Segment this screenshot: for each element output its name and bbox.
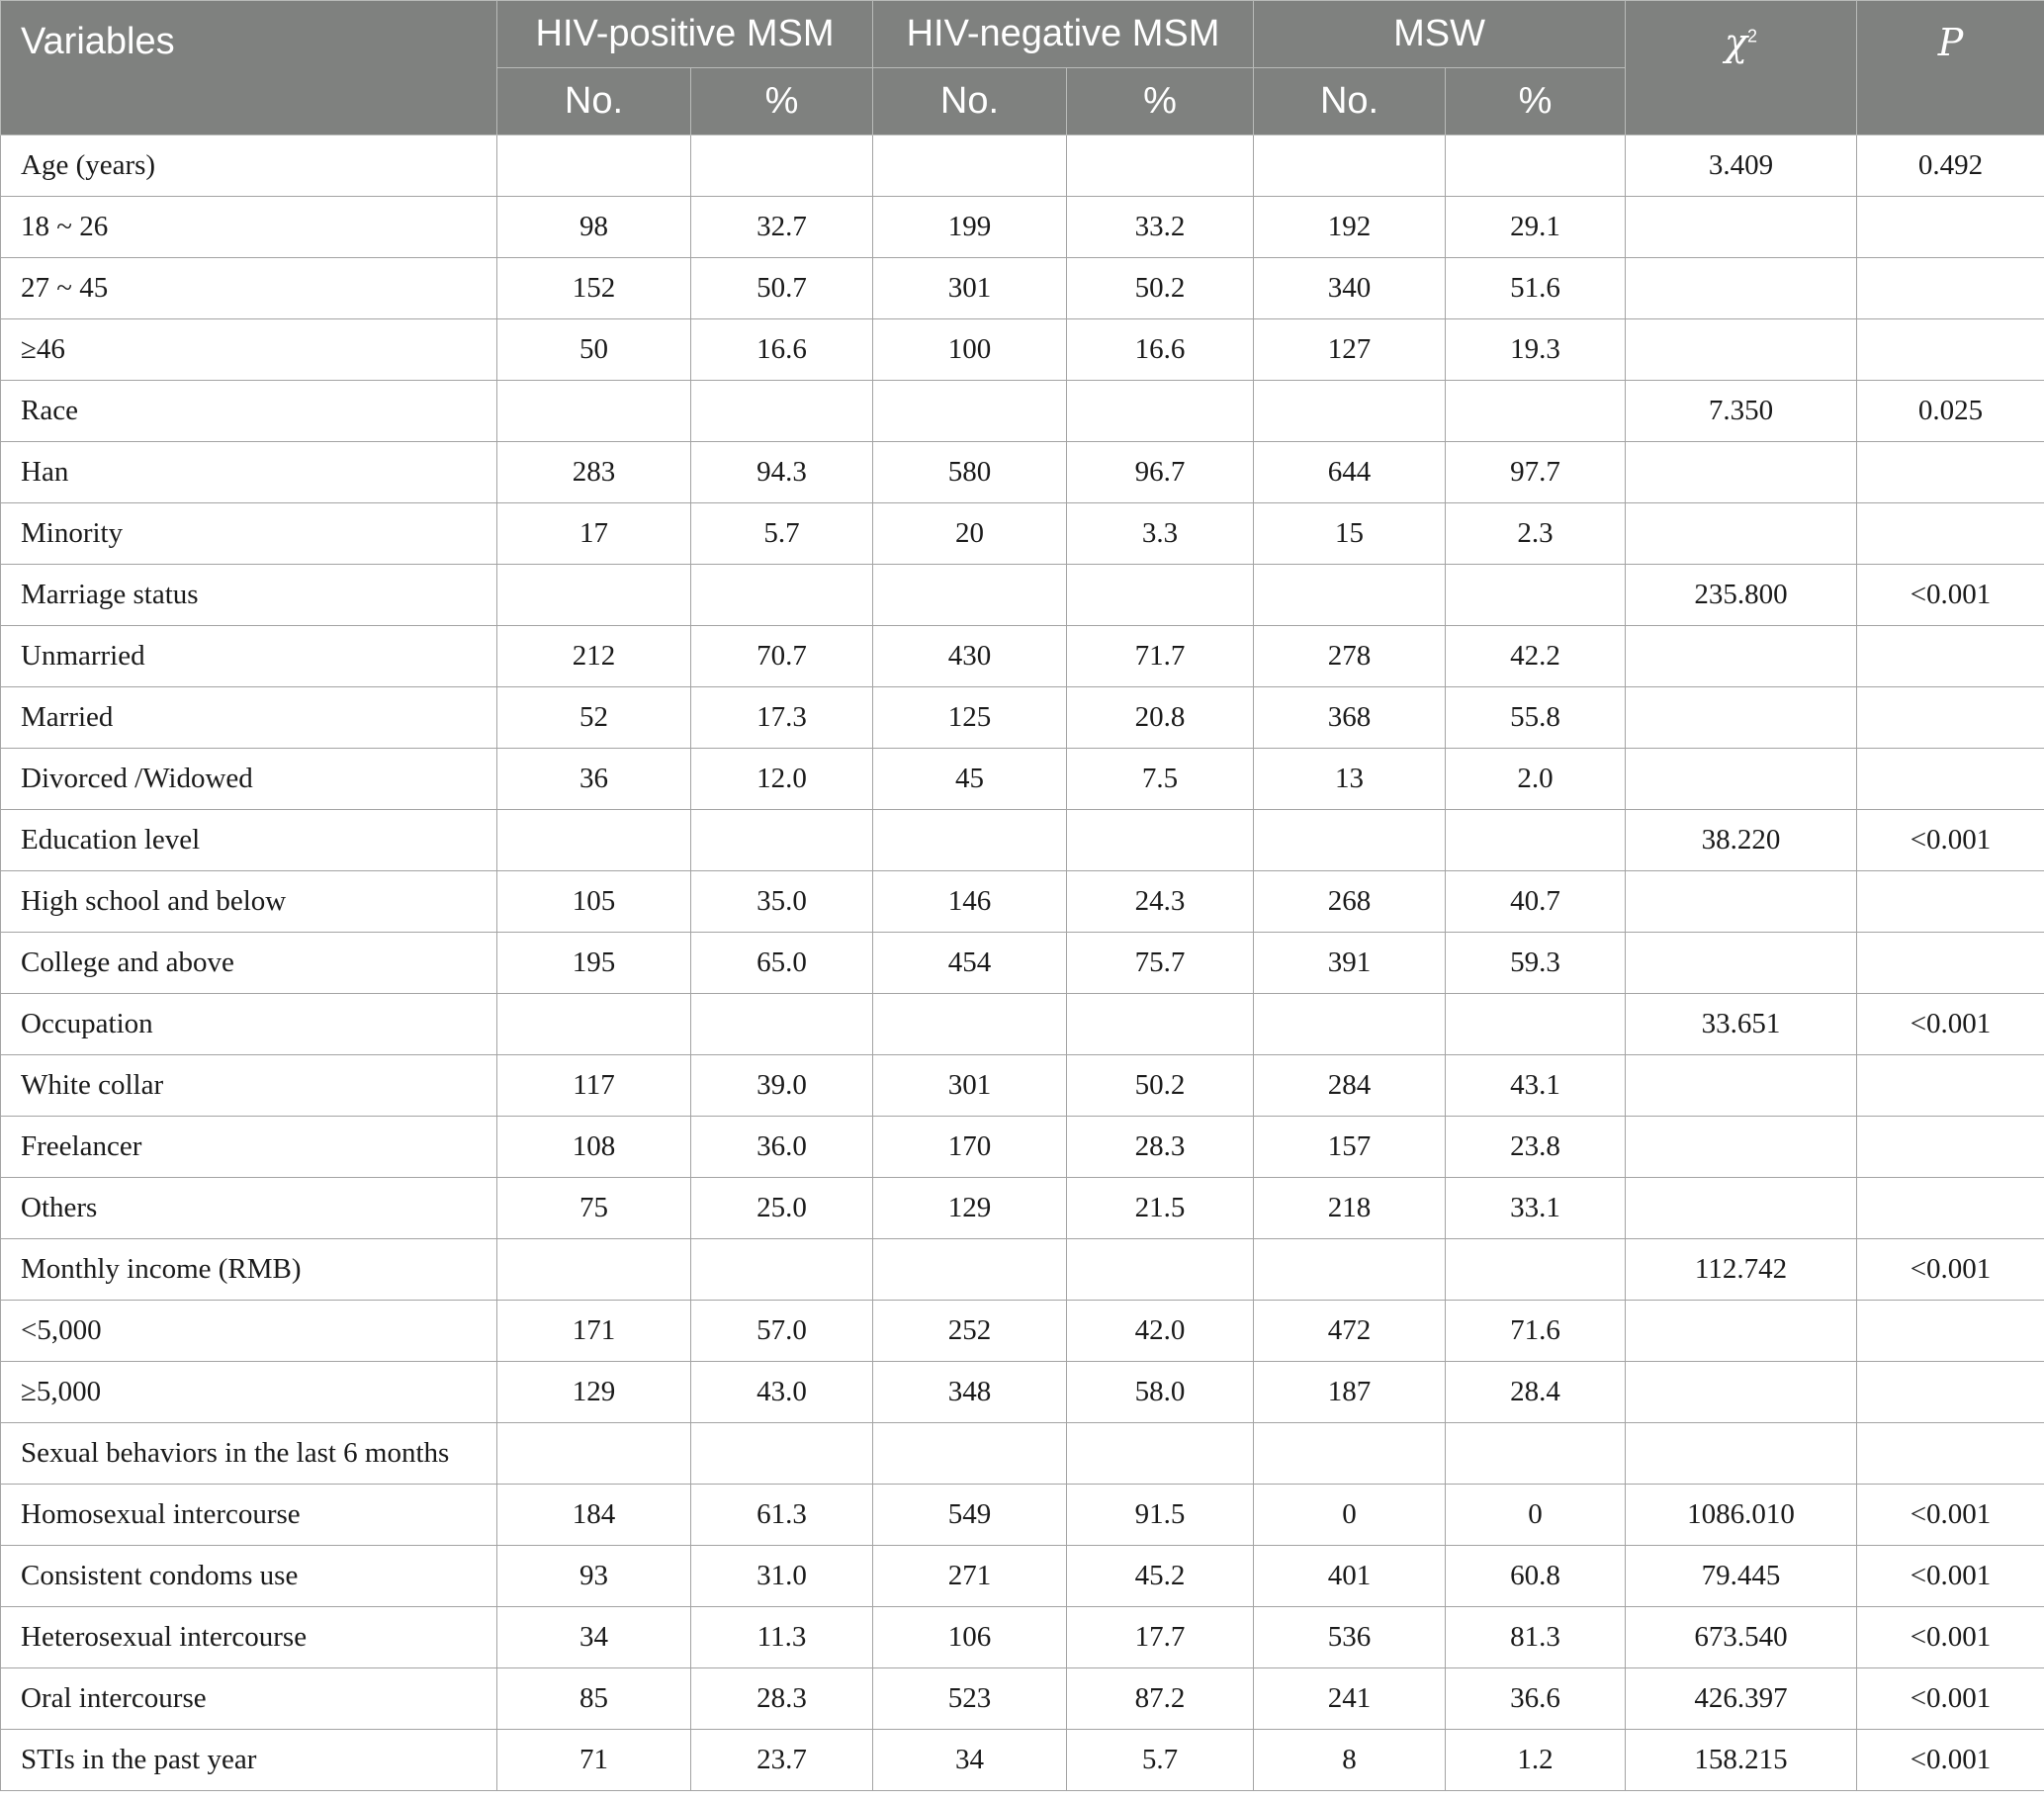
hiv-negative-no-cell: 271 [873,1546,1067,1607]
hiv-positive-no-cell: 105 [497,871,691,933]
header-chi-square [1626,1,1857,135]
hiv-positive-percent-cell: 28.3 [691,1668,873,1730]
p-value-cell: <0.001 [1857,565,2044,626]
hiv-negative-percent-cell: 17.7 [1067,1607,1254,1668]
hiv-positive-percent-cell: 32.7 [691,197,873,258]
variable-cell: Education level [1,810,497,871]
hiv-positive-no-cell: 17 [497,503,691,565]
hiv-negative-percent-cell: 33.2 [1067,197,1254,258]
msw-no-cell [1254,135,1446,197]
chi-square-cell: 158.215 [1626,1730,1857,1791]
hiv-negative-no-cell: 125 [873,687,1067,749]
p-value-cell [1857,933,2044,994]
hiv-negative-no-cell [873,565,1067,626]
table-row [1,1117,2044,1178]
hiv-positive-no-cell [497,135,691,197]
hiv-positive-percent-cell: 25.0 [691,1178,873,1239]
hiv-negative-percent-cell [1067,135,1254,197]
variable-cell: 18 ~ 26 [1,197,497,258]
msw-percent-cell [1446,565,1626,626]
p-value-cell: <0.001 [1857,810,2044,871]
p-value-cell [1857,258,2044,319]
table-row [1,1607,2044,1668]
msw-no-cell: 187 [1254,1362,1446,1423]
p-value-cell [1857,442,2044,503]
hiv-positive-percent-cell: 61.3 [691,1485,873,1546]
hiv-negative-no-cell: 580 [873,442,1067,503]
msw-percent-cell: 97.7 [1446,442,1626,503]
table-row [1,197,2044,258]
hiv-positive-percent-cell: 23.7 [691,1730,873,1791]
msw-no-cell [1254,1239,1446,1301]
hiv-positive-percent-cell: 94.3 [691,442,873,503]
header-sub-percent: % [1446,68,1626,135]
hiv-negative-percent-cell: 20.8 [1067,687,1254,749]
hiv-positive-no-cell [497,1423,691,1485]
msw-percent-cell: 36.6 [1446,1668,1626,1730]
hiv-positive-percent-cell: 5.7 [691,503,873,565]
msw-percent-cell [1446,994,1626,1055]
variable-cell: Consistent condoms use [1,1546,497,1607]
hiv-negative-no-cell: 20 [873,503,1067,565]
hiv-positive-percent-cell: 50.7 [691,258,873,319]
hiv-negative-no-cell: 199 [873,197,1067,258]
hiv-positive-percent-cell [691,994,873,1055]
p-value-cell [1857,503,2044,565]
hiv-negative-percent-cell [1067,994,1254,1055]
variable-cell: ≥5,000 [1,1362,497,1423]
msw-percent-cell [1446,810,1626,871]
chi-square-cell [1626,933,1857,994]
msw-percent-cell: 23.8 [1446,1117,1626,1178]
table-row [1,933,2044,994]
hiv-positive-no-cell [497,381,691,442]
table-row [1,1362,2044,1423]
hiv-positive-percent-cell: 36.0 [691,1117,873,1178]
p-value-cell [1857,626,2044,687]
chi-square-cell: 33.651 [1626,994,1857,1055]
hiv-negative-no-cell: 301 [873,1055,1067,1117]
variable-cell: Occupation [1,994,497,1055]
msw-no-cell: 278 [1254,626,1446,687]
chi-square-cell [1626,197,1857,258]
msw-percent-cell: 43.1 [1446,1055,1626,1117]
variable-cell: Marriage status [1,565,497,626]
hiv-positive-percent-cell [691,1423,873,1485]
p-value-cell: <0.001 [1857,1239,2044,1301]
hiv-positive-no-cell [497,994,691,1055]
hiv-negative-percent-cell: 50.2 [1067,258,1254,319]
hiv-positive-percent-cell [691,565,873,626]
msw-no-cell: 368 [1254,687,1446,749]
hiv-positive-no-cell: 171 [497,1301,691,1362]
p-value-cell: <0.001 [1857,1730,2044,1791]
msw-percent-cell: 0 [1446,1485,1626,1546]
msw-no-cell: 401 [1254,1546,1446,1607]
header-p-value [1857,1,2044,135]
table-row [1,1668,2044,1730]
msw-no-cell: 284 [1254,1055,1446,1117]
chi-square-cell [1626,1301,1857,1362]
header-sub-percent: % [691,68,873,135]
variable-cell: Han [1,442,497,503]
hiv-negative-no-cell [873,381,1067,442]
msw-percent-cell: 60.8 [1446,1546,1626,1607]
hiv-positive-percent-cell: 11.3 [691,1607,873,1668]
hiv-positive-no-cell: 98 [497,197,691,258]
msw-percent-cell: 59.3 [1446,933,1626,994]
variable-cell: High school and below [1,871,497,933]
hiv-negative-no-cell: 146 [873,871,1067,933]
hiv-negative-no-cell: 454 [873,933,1067,994]
hiv-negative-no-cell: 129 [873,1178,1067,1239]
p-value-cell [1857,1055,2044,1117]
msw-percent-cell [1446,381,1626,442]
hiv-positive-no-cell: 195 [497,933,691,994]
msw-no-cell: 268 [1254,871,1446,933]
header-sub-no: No. [1254,68,1446,135]
hiv-positive-no-cell: 184 [497,1485,691,1546]
hiv-positive-no-cell [497,565,691,626]
msw-no-cell [1254,994,1446,1055]
hiv-negative-no-cell: 252 [873,1301,1067,1362]
hiv-positive-percent-cell: 70.7 [691,626,873,687]
p-value-cell [1857,1423,2044,1485]
header-sub-no: No. [873,68,1067,135]
hiv-negative-percent-cell: 24.3 [1067,871,1254,933]
msw-percent-cell: 1.2 [1446,1730,1626,1791]
hiv-negative-percent-cell: 71.7 [1067,626,1254,687]
p-value-cell [1857,1362,2044,1423]
variable-cell: Heterosexual intercourse [1,1607,497,1668]
hiv-negative-no-cell: 301 [873,258,1067,319]
msw-percent-cell: 19.3 [1446,319,1626,381]
hiv-negative-no-cell: 549 [873,1485,1067,1546]
msw-percent-cell: 2.0 [1446,749,1626,810]
p-value-cell [1857,319,2044,381]
hiv-negative-percent-cell: 21.5 [1067,1178,1254,1239]
hiv-positive-percent-cell: 39.0 [691,1055,873,1117]
hiv-positive-no-cell [497,810,691,871]
p-value-cell [1857,871,2044,933]
hiv-positive-no-cell: 85 [497,1668,691,1730]
table-row [1,442,2044,503]
chi-square-cell [1626,871,1857,933]
hiv-negative-percent-cell [1067,1423,1254,1485]
p-value-cell: <0.001 [1857,1607,2044,1668]
chi-square-cell: 1086.010 [1626,1485,1857,1546]
p-symbol: P [1937,21,1964,64]
table-row [1,1730,2044,1791]
table-row [1,1423,2044,1485]
hiv-positive-no-cell: 50 [497,319,691,381]
hiv-negative-percent-cell [1067,381,1254,442]
p-value-cell [1857,1178,2044,1239]
hiv-negative-percent-cell: 87.2 [1067,1668,1254,1730]
msw-percent-cell: 28.4 [1446,1362,1626,1423]
table-row [1,381,2044,442]
table-body [1,135,2044,1791]
msw-no-cell [1254,381,1446,442]
msw-percent-cell: 81.3 [1446,1607,1626,1668]
msw-percent-cell: 29.1 [1446,197,1626,258]
table-row [1,687,2044,749]
variable-cell: Freelancer [1,1117,497,1178]
msw-percent-cell: 40.7 [1446,871,1626,933]
table-row [1,994,2044,1055]
hiv-negative-percent-cell: 28.3 [1067,1117,1254,1178]
chi-square-cell [1626,1055,1857,1117]
variable-cell: <5,000 [1,1301,497,1362]
variable-cell: Race [1,381,497,442]
table-row [1,1485,2044,1546]
table-row [1,1239,2044,1301]
table-row [1,810,2044,871]
hiv-negative-percent-cell: 91.5 [1067,1485,1254,1546]
table-row [1,135,2044,197]
msw-no-cell: 218 [1254,1178,1446,1239]
table-row [1,1178,2044,1239]
chi-square-cell [1626,1423,1857,1485]
msw-percent-cell: 51.6 [1446,258,1626,319]
table-row [1,871,2044,933]
hiv-positive-percent-cell [691,135,873,197]
hiv-negative-no-cell: 45 [873,749,1067,810]
variable-cell: Minority [1,503,497,565]
p-value-cell [1857,1301,2044,1362]
hiv-negative-no-cell: 348 [873,1362,1067,1423]
p-value-cell [1857,1117,2044,1178]
table-row [1,565,2044,626]
p-value-cell: <0.001 [1857,1485,2044,1546]
hiv-positive-percent-cell: 16.6 [691,319,873,381]
p-value-cell: <0.001 [1857,1668,2044,1730]
hiv-positive-percent-cell [691,381,873,442]
hiv-positive-percent-cell: 43.0 [691,1362,873,1423]
hiv-negative-no-cell [873,994,1067,1055]
msw-no-cell: 536 [1254,1607,1446,1668]
hiv-positive-no-cell: 117 [497,1055,691,1117]
variable-cell: Unmarried [1,626,497,687]
variable-cell: Oral intercourse [1,1668,497,1730]
hiv-negative-percent-cell: 7.5 [1067,749,1254,810]
table-row [1,1055,2044,1117]
msw-no-cell: 192 [1254,197,1446,258]
chi-square-cell: 38.220 [1626,810,1857,871]
table-row [1,1546,2044,1607]
p-value-cell [1857,687,2044,749]
hiv-negative-percent-cell: 75.7 [1067,933,1254,994]
table-row [1,626,2044,687]
hiv-negative-percent-cell [1067,810,1254,871]
hiv-positive-percent-cell: 12.0 [691,749,873,810]
header-sub-no: No. [497,68,691,135]
chi-square-cell [1626,687,1857,749]
msw-percent-cell: 33.1 [1446,1178,1626,1239]
variable-cell: College and above [1,933,497,994]
msw-percent-cell: 42.2 [1446,626,1626,687]
chi-square-cell: 426.397 [1626,1668,1857,1730]
chi-square-cell [1626,626,1857,687]
hiv-negative-no-cell [873,135,1067,197]
msw-no-cell: 391 [1254,933,1446,994]
hiv-negative-percent-cell: 96.7 [1067,442,1254,503]
hiv-positive-percent-cell: 57.0 [691,1301,873,1362]
table-row [1,749,2044,810]
hiv-positive-percent-cell: 17.3 [691,687,873,749]
hiv-negative-no-cell: 106 [873,1607,1067,1668]
msw-no-cell [1254,810,1446,871]
msw-percent-cell: 2.3 [1446,503,1626,565]
msw-percent-cell [1446,1423,1626,1485]
hiv-negative-percent-cell: 42.0 [1067,1301,1254,1362]
header-group-hiv-negative: HIV-negative MSM [873,1,1254,68]
hiv-positive-no-cell: 283 [497,442,691,503]
variable-cell: White collar [1,1055,497,1117]
variable-cell: ≥46 [1,319,497,381]
chi-square-cell [1626,1362,1857,1423]
msw-no-cell: 644 [1254,442,1446,503]
chi-square-cell: 673.540 [1626,1607,1857,1668]
table-row [1,503,2044,565]
hiv-negative-percent-cell: 5.7 [1067,1730,1254,1791]
chi-square-cell: 112.742 [1626,1239,1857,1301]
table-row [1,319,2044,381]
hiv-positive-percent-cell: 31.0 [691,1546,873,1607]
msw-no-cell [1254,565,1446,626]
hiv-positive-no-cell: 52 [497,687,691,749]
variable-cell: Divorced /Widowed [1,749,497,810]
hiv-positive-no-cell: 71 [497,1730,691,1791]
chi-square-cell [1626,749,1857,810]
variable-cell: Age (years) [1,135,497,197]
msw-no-cell [1254,1423,1446,1485]
variable-cell: Married [1,687,497,749]
msw-no-cell: 340 [1254,258,1446,319]
p-value-cell: 0.492 [1857,135,2044,197]
hiv-positive-no-cell: 34 [497,1607,691,1668]
variable-cell: Others [1,1178,497,1239]
hiv-negative-percent-cell: 58.0 [1067,1362,1254,1423]
hiv-positive-percent-cell [691,1239,873,1301]
msw-no-cell: 15 [1254,503,1446,565]
table-header [1,1,2044,135]
hiv-negative-no-cell: 170 [873,1117,1067,1178]
msw-percent-cell [1446,1239,1626,1301]
header-variables: Variables [1,1,497,135]
msw-no-cell: 127 [1254,319,1446,381]
msw-no-cell: 8 [1254,1730,1446,1791]
hiv-positive-no-cell: 75 [497,1178,691,1239]
hiv-positive-no-cell: 36 [497,749,691,810]
chi-square-cell [1626,1117,1857,1178]
p-value-cell [1857,197,2044,258]
msw-percent-cell: 71.6 [1446,1301,1626,1362]
p-value-cell: 0.025 [1857,381,2044,442]
table-row [1,1301,2044,1362]
p-value-cell: <0.001 [1857,1546,2044,1607]
header-group-hiv-positive: HIV-positive MSM [497,1,873,68]
variable-cell: 27 ~ 45 [1,258,497,319]
chi-square-cell [1626,258,1857,319]
hiv-negative-percent-cell: 16.6 [1067,319,1254,381]
msw-percent-cell: 55.8 [1446,687,1626,749]
chi-square-cell [1626,442,1857,503]
hiv-positive-no-cell: 93 [497,1546,691,1607]
hiv-negative-no-cell: 430 [873,626,1067,687]
hiv-positive-percent-cell: 35.0 [691,871,873,933]
header-sub-percent: % [1067,68,1254,135]
chi-square-cell: 235.800 [1626,565,1857,626]
hiv-negative-percent-cell [1067,1239,1254,1301]
table-row [1,258,2044,319]
hiv-negative-percent-cell: 45.2 [1067,1546,1254,1607]
chi-square-cell [1626,503,1857,565]
variable-cell: STIs in the past year [1,1730,497,1791]
hiv-negative-no-cell: 34 [873,1730,1067,1791]
hiv-positive-percent-cell [691,810,873,871]
hiv-negative-no-cell: 523 [873,1668,1067,1730]
msw-no-cell: 472 [1254,1301,1446,1362]
msw-no-cell: 0 [1254,1485,1446,1546]
chi-square-cell: 79.445 [1626,1546,1857,1607]
header-group-msw: MSW [1254,1,1626,68]
msw-no-cell: 241 [1254,1668,1446,1730]
msw-percent-cell [1446,135,1626,197]
hiv-negative-percent-cell: 50.2 [1067,1055,1254,1117]
hiv-negative-percent-cell: 3.3 [1067,503,1254,565]
hiv-positive-no-cell [497,1239,691,1301]
msw-no-cell: 13 [1254,749,1446,810]
hiv-negative-no-cell: 100 [873,319,1067,381]
chi-superscript: 2 [1747,26,1758,46]
hiv-positive-percent-cell: 65.0 [691,933,873,994]
hiv-negative-no-cell [873,810,1067,871]
variable-cell: Sexual behaviors in the last 6 months [1,1423,497,1485]
hiv-positive-no-cell: 129 [497,1362,691,1423]
hiv-positive-no-cell: 108 [497,1117,691,1178]
chi-symbol: χ [1724,21,1748,64]
hiv-negative-no-cell [873,1239,1067,1301]
hiv-positive-no-cell: 212 [497,626,691,687]
variable-cell: Monthly income (RMB) [1,1239,497,1301]
chi-square-cell: 7.350 [1626,381,1857,442]
hiv-negative-percent-cell [1067,565,1254,626]
p-value-cell [1857,749,2044,810]
hiv-negative-no-cell [873,1423,1067,1485]
msw-no-cell: 157 [1254,1117,1446,1178]
chi-square-cell: 3.409 [1626,135,1857,197]
chi-square-cell [1626,319,1857,381]
hiv-positive-no-cell: 152 [497,258,691,319]
chi-square-cell [1626,1178,1857,1239]
p-value-cell: <0.001 [1857,994,2044,1055]
variable-cell: Homosexual intercourse [1,1485,497,1546]
